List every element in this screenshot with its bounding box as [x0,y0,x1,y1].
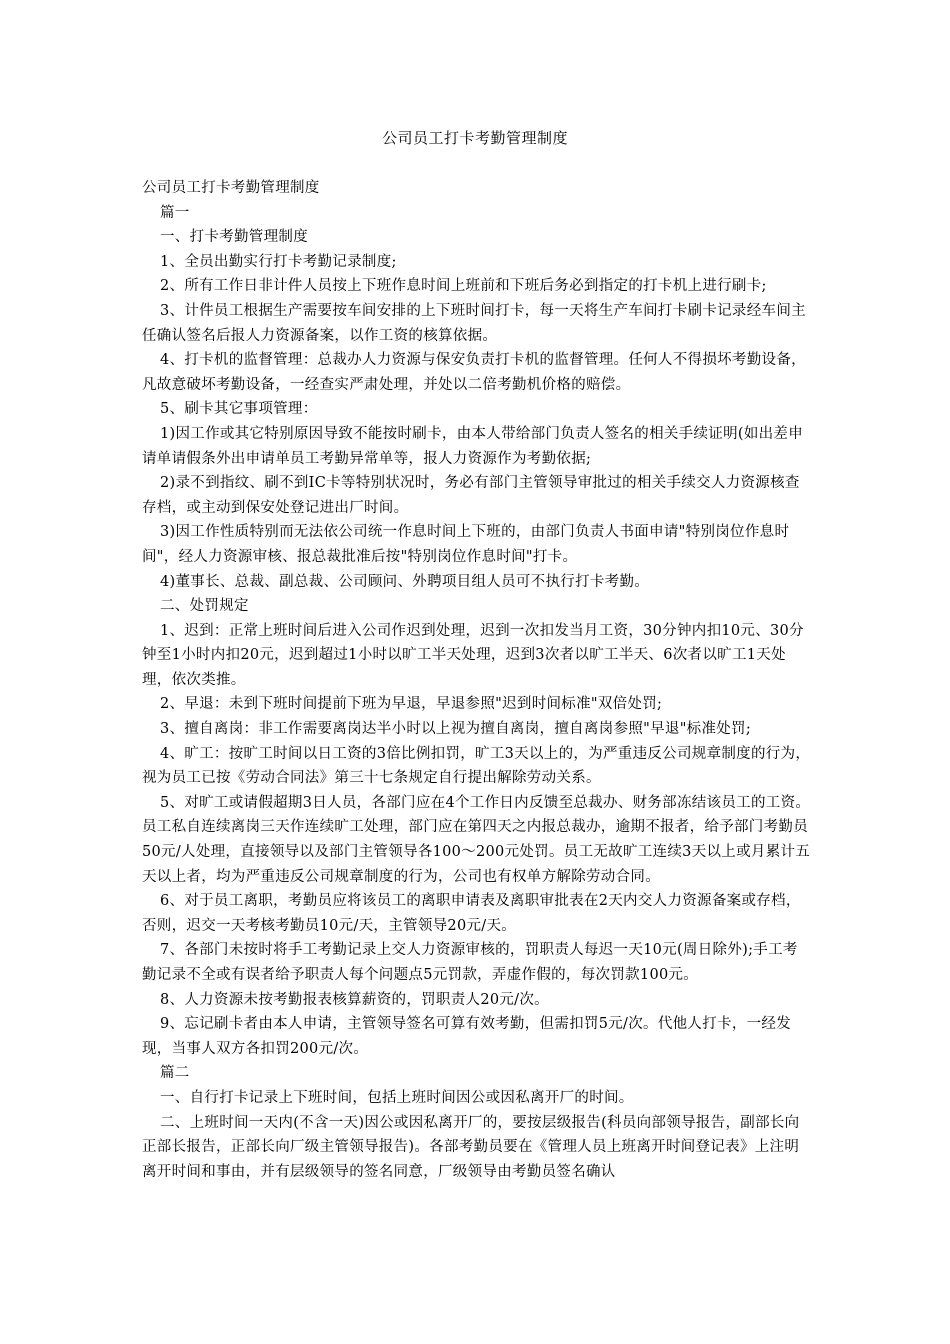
paragraph: 3、计件员工根据生产需要按车间安排的上下班时间打卡，每一天将生产车间打卡刷卡记录经车间主任确认签名后报人力资源备案，以作工资的核算依据。 [142,302,806,344]
paragraph: 一、打卡考勤管理制度 [160,229,308,246]
paragraph: 一、自行打卡记录上下班时间，包括上班时间因公或因私离开厂的时间。 [160,1089,634,1106]
paragraph: 2、所有工作日非计件人员按上下班作息时间上班前和下班后务必到指定的打卡机上进行刷卡; [160,278,767,295]
paragraph: 二、处罚规定 [160,598,249,615]
section-label-1: 篇一 [160,204,190,221]
paragraph: 二、上班时间一天内(不含一天)因公或因私离开厂的，要按层级报告(科员向部领导报告，副部长向正部长报告，正部长向厂级主管领导报告)。各部考勤员要在《管理人员上班离开时间登记表》上注明离开时间和事由，并有层级领导的签名同意，厂级领导由考勤员签名确认 [142,1114,800,1180]
paragraph: 2)录不到指纹、刷不到IC卡等特别状况时，务必有部门主管领导审批过的相关手续交人力资源核查存档，或主动到保安处登记进出厂时间。 [142,475,800,516]
paragraph: 4、打卡机的监督管理：总裁办人力资源与保安负责打卡机的监督管理。任何人不得损坏考勤设备，凡故意破坏考勤设备，一经查实严肃处理，并处以二倍考勤机价格的赔偿。 [142,352,806,393]
paragraph: 4、旷工：按旷工时间以日工资的3倍比例扣罚，旷工3天以上的，为严重违反公司规章制度的行为，视为员工已按《劳动合同法》第三十七条规定自行提出解除劳动关系。 [142,745,811,787]
body-heading: 公司员工打卡考勤管理制度 [142,180,320,196]
document-title: 公司员工打卡考勤管理制度 [381,129,568,147]
paragraph: 5、对旷工或请假超期3日人员，各部门应在4个工作日内反馈至总裁办、财务部冻结该员工的工资。员工私自连续离岗三天作连续旷工处理，部门应在第四天之内报总裁办，逾期不报者，给予部门考勤员50元/人处理，直接领导以及部门主管领导各100～200元处罚。员工无故旷工连续3天以上或月累计五天以上者，均为严重违反公司规章制度的行为，公司也有权单方解除劳动合同。 [142,794,811,885]
document-body [142,176,812,1184]
paragraph: 3)因工作性质特别而无法依公司统一作息时间上下班的，由部门负责人书面申请"特别岗位作息时间"，经人力资源审核、报总裁批准后按"特别岗位作息时间"打卡。 [142,524,790,565]
paragraph: 2、早退：未到下班时间提前下班为早退，早退参照"迟到时间标准"双倍处罚; [160,696,663,713]
paragraph: 9、忘记刷卡者由本人申请，主管领导签名可算有效考勤，但需扣罚5元/次。代他人打卡，一经发现，当事人双方各扣罚200元/次。 [142,1016,792,1057]
paragraph: 1、全员出勤实行打卡考勤记录制度; [160,253,397,270]
paragraph: 4)董事长、总裁、副总裁、公司顾问、外聘项目组人员可不执行打卡考勤。 [160,573,650,590]
paragraph: 3、擅自离岗：非工作需要离岗达半小时以上视为擅自离岗，擅自离岗参照"早退"标准处罚; [160,721,752,738]
paragraph: 6、对于员工离职，考勤员应将该员工的离职申请表及离职审批表在2天内交人力资源备案或存档，否则，迟交一天考核考勤员10元/天，主管领导20元/天。 [142,893,801,934]
paragraph: 5、刷卡其它事项管理： [160,401,318,418]
paragraph: 1)因工作或其它特别原因导致不能按时刷卡，由本人带给部门负责人签名的相关手续证明(如出差申请单请假条外出申请单员工考勤异常单等，报人力资源作为考勤依据; [142,425,804,467]
section-label-2: 篇二 [160,1065,190,1082]
paragraph: 8、人力资源未按考勤报表核算薪资的，罚职责人20元/次。 [160,991,549,1008]
paragraph: 7、各部门未按时将手工考勤记录上交人力资源审核的，罚职责人每迟一天10元(周日除外);手工考勤记录不全或有误者给予职责人每个问题点5元罚款，弄虚作假的，每次罚款100元。 [142,942,798,983]
paragraph: 1、迟到：正常上班时间后进入公司作迟到处理，迟到一次扣发当月工资，30分钟内扣10元、30分钟至1小时内扣20元，迟到超过1小时以旷工半天处理，迟到3次者以旷工半天、6次者以旷工1天处理，依次类推。 [142,622,804,688]
